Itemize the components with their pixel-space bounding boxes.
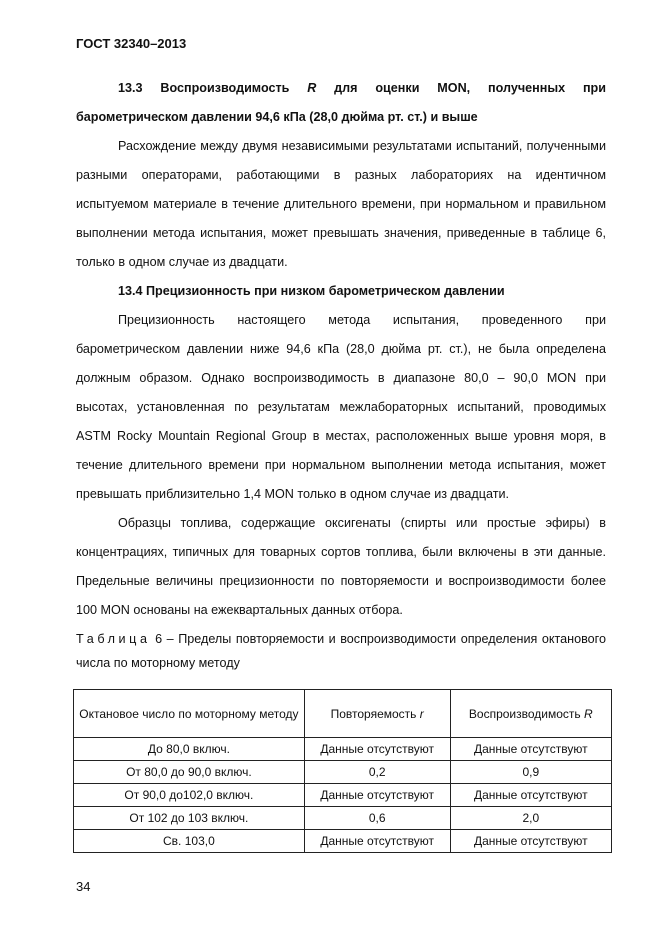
- table-cell: Св. 103,0: [74, 830, 305, 853]
- section-title-text: 13.3 Воспроизводимость: [118, 81, 308, 95]
- table-cell: От 80,0 до 90,0 включ.: [74, 761, 305, 784]
- section-13-4-heading: 13.4 Прецизионность при низком барометрическом давлении: [118, 284, 505, 298]
- document-body: [76, 74, 606, 688]
- header-variable: r: [419, 706, 424, 721]
- table-cell: Данные отсутствуют: [450, 784, 611, 807]
- table-row: [74, 807, 612, 830]
- table-row: [74, 830, 612, 853]
- section-title-text: для оценки MON, полученных при барометрическом давлении 94,6 кПа (28,0 дюйма рт. ст.) и выше: [76, 81, 606, 124]
- section-13-4-paragraph-1: Прецизионность настоящего метода испытания, проведенного при барометрическом давлении ниже 94,6 кПа (28,0 дюйма рт. ст.), не была определена должным образом. Однако воспроизводимость в диапазоне 80,0 – 90,0 MON при высотах, установленная по результатам межлабораторных испытаний, проводимых ASTM Rocky Mountain Regional Group в местах, расположенных выше уровня моря, в течение длительного времени при нормальном выполнении метода испытания, может превышать приблизительно 1,4 MON только в одном случае из двадцати.: [76, 313, 606, 501]
- table-cell: Данные отсутствуют: [304, 738, 450, 761]
- table-cell: От 90,0 до102,0 включ.: [74, 784, 305, 807]
- table-cell: 0,6: [304, 807, 450, 830]
- table-cell: До 80,0 включ.: [74, 738, 305, 761]
- table-cell: 2,0: [450, 807, 611, 830]
- table-cell: Данные отсутствуют: [304, 830, 450, 853]
- table-cell: От 102 до 103 включ.: [74, 807, 305, 830]
- table-cell: Данные отсутствуют: [304, 784, 450, 807]
- header-reproducibility: Воспроизводимость R: [450, 690, 611, 738]
- table-caption-label: Таблица: [76, 632, 151, 646]
- table-caption: [76, 627, 606, 675]
- table-caption-text: 6 – Пределы повторяемости и воспроизводимости определения октанового числа по моторному методу: [76, 632, 606, 670]
- table-row: [74, 738, 612, 761]
- table-cell: 0,9: [450, 761, 611, 784]
- section-title-variable: R: [307, 81, 317, 95]
- document-header: ГОСТ 32340–2013: [76, 36, 187, 51]
- table-header-row: [74, 690, 612, 738]
- table-cell: Данные отсутствуют: [450, 738, 611, 761]
- table-row: [74, 784, 612, 807]
- precision-table: [73, 689, 612, 853]
- table-cell: Данные отсутствуют: [450, 830, 611, 853]
- page-number: 34: [76, 879, 91, 894]
- header-octane-number: Октановое число по моторному методу: [74, 690, 305, 738]
- section-13-3-paragraph: Расхождение между двумя независимыми результатами испытаний, полученными разными операторами, работающими в разных лабораториях на идентичном испытуемом материале в течение длительного времени, при нормальном и правильном выполнении метода испытания, может превышать значения, приведенные в таблице 6, только в одном случае из двадцати.: [76, 139, 606, 269]
- header-variable: R: [583, 706, 593, 721]
- section-13-4-paragraph-2: Образцы топлива, содержащие оксигенаты (спирты или простые эфиры) в концентрациях, типичных для товарных сортов топлива, были включены в эти данные. Предельные величины прецизионности по повторяемости и воспроизводимости более 100 MON основаны на ежеквартальных данных отбора.: [76, 516, 606, 617]
- table-row: [74, 761, 612, 784]
- table-cell: 0,2: [304, 761, 450, 784]
- section-13-3-heading: [76, 74, 606, 132]
- header-repeatability: Повторяемость r: [304, 690, 450, 738]
